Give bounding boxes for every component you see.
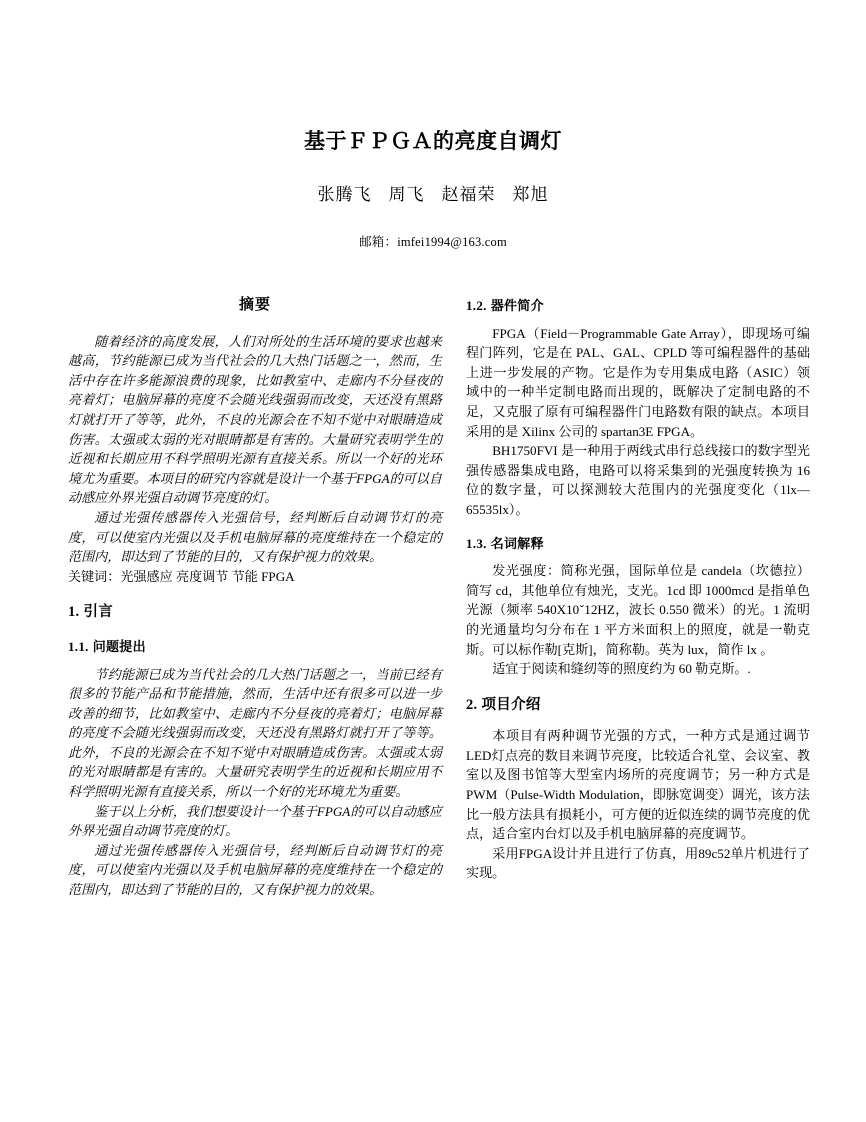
- abstract-paragraph: 随着经济的高度发展，人们对所处的生活环境的要求也越来越高，节约能源已成为当代社会的几大热门话题之一，然而，生活中存在许多能源浪费的现象，比如教室中、走廊内不分昼夜的亮着灯；电脑屏幕的亮度不会随光线强弱而改变，天还没有黑路灯就打开了等等，此外，不良的光源会在不知不觉中对眼睛造成伤害。太强或太弱的光对眼睛都是有害的。大量研究表明学生的近视和长期应用不科学照明光源有直接关系。所以一个好的光环境尤为重要。本项目的研究内容就是设计一个基于FPGA的可以自动感应外界光强自动调节亮度的灯。: [68, 333, 442, 506]
- section-number: 2.: [466, 696, 478, 713]
- section-heading-1-1: [68, 637, 442, 657]
- section-title: 问题提出: [92, 638, 146, 654]
- author-list: [0, 184, 866, 206]
- body-paragraph: 发光强度：简称光强，国际单位是 candela（坎德拉）简写 cd，其他单位有烛光，支光。1cd 即 1000mcd 是指单色光源（频率 540X10ˇ12HZ，波长 0.550 微米）的光。1 流明的光通量均匀分布在 1 平方米面积上的照度，就是一勒克斯。可以标作勒[克斯]，简称勒。英为 lux，简作 lx 。: [466, 563, 810, 657]
- contact-email: 邮箱：imfei1994@163.com: [359, 235, 507, 250]
- author-name: 周飞: [388, 185, 425, 205]
- section-heading-1: [68, 603, 442, 623]
- section-number: 1.1.: [68, 638, 89, 654]
- abstract-paragraph: 通过光强传感器传入光强信号，经判断后自动调节灯的亮度，可以使室内光强以及手机电脑屏幕的亮度维持在一个稳定的范围内，即达到了节能的目的，又有保护视力的效果。: [68, 509, 442, 565]
- title-block: [0, 128, 866, 250]
- page-title: 基于ＦＰＧＡ的亮度自调灯: [304, 129, 562, 153]
- body-paragraph: 节约能源已成为当代社会的几大热门话题之一，当前已经有很多的节能产品和节能措施，然而，生活中还有很多可以进一步改善的细节，比如教室中、走廊内不分昼夜的亮着灯；电脑屏幕的亮度不会随光线强弱而改变，天还没有黑路灯就打开了等等。此外，不良的光源会在不知不觉中对眼睛造成伤害。太强或太弱的光对眼睛都是有害的。大量研究表明学生的近视和长期应用不科学照明光源有直接关系，所以一个好的光环境尤为重要。: [68, 666, 442, 800]
- section-heading-2: [466, 696, 810, 716]
- body-paragraph: 适宜于阅读和缝纫等的照度约为 60 勒克斯。.: [492, 661, 751, 677]
- section-number: 1.: [68, 604, 80, 621]
- keywords-line: 关键词：光强感应 亮度调节 节能 FPGA: [68, 568, 295, 584]
- section-title: 引言: [83, 604, 114, 621]
- section-number: 1.2.: [466, 298, 487, 313]
- abstract-heading: 摘要: [238, 297, 271, 313]
- body-paragraph: 采用FPGA设计并且进行了仿真，用89c52单片机进行了实现。: [466, 845, 810, 881]
- section-number: 1.3.: [466, 535, 487, 551]
- section-heading-1-2: [466, 296, 810, 316]
- body-paragraph: 鉴于以上分析，我们想要设计一个基于FPGA的可以自动感应外界光强自动调节亮度的灯。: [68, 803, 442, 839]
- author-name: 张腾飞: [317, 185, 372, 205]
- body-paragraph: 通过光强传感器传入光强信号，经判断后自动调节灯的亮度，可以使室内光强以及手机电脑屏幕的亮度维持在一个稳定的范围内，即达到了节能的目的，又有保护视力的效果。: [68, 842, 442, 898]
- section-title: 器件简介: [490, 298, 544, 313]
- author-name: 郑旭: [512, 185, 549, 205]
- left-column: [68, 296, 442, 900]
- section-heading-1-3: [466, 534, 810, 554]
- author-name: 赵福荣: [441, 185, 496, 205]
- body-paragraph: FPGA（Field－Programmable Gate Array），即现场可编程门阵列，它是在 PAL、GAL、CPLD 等可编程器件的基础上进一步发展的产物。它是作为专用集成电路（ASIC）领域中的一种半定制电路而出现的，既解决了定制电路的不足，又克服了原有可编程器件门电路数有限的缺点。本项目采用的是 Xilinx 公司的 spartan3E FPGA。: [466, 325, 810, 439]
- right-column: [466, 296, 810, 883]
- section-title: 项目介绍: [481, 696, 541, 713]
- abstract-body: [68, 332, 442, 587]
- body-paragraph: BH1750FVI 是一种用于两线式串行总线接口的数字型光强传感器集成电路，电路可以将采集到的光强度转换为 16 位的数字量，可以探测较大范围内的光强度变化（1lx—65535lx）。: [466, 443, 810, 517]
- section-title: 名词解释: [490, 535, 544, 551]
- body-paragraph: 本项目有两种调节光强的方式，一种方式是通过调节LED灯点亮的数目来调节亮度，比较适合礼堂、会议室、教室以及图书馆等大型室内场所的亮度调节；另一种方式是PWM（Pulse-Width Modulation，即脉宽调变）调光，该方法比一般方法具有损耗小，可方便的近似连续的调节亮度的优点，适合室内台灯以及手机电脑屏幕的亮度调节。: [466, 728, 810, 842]
